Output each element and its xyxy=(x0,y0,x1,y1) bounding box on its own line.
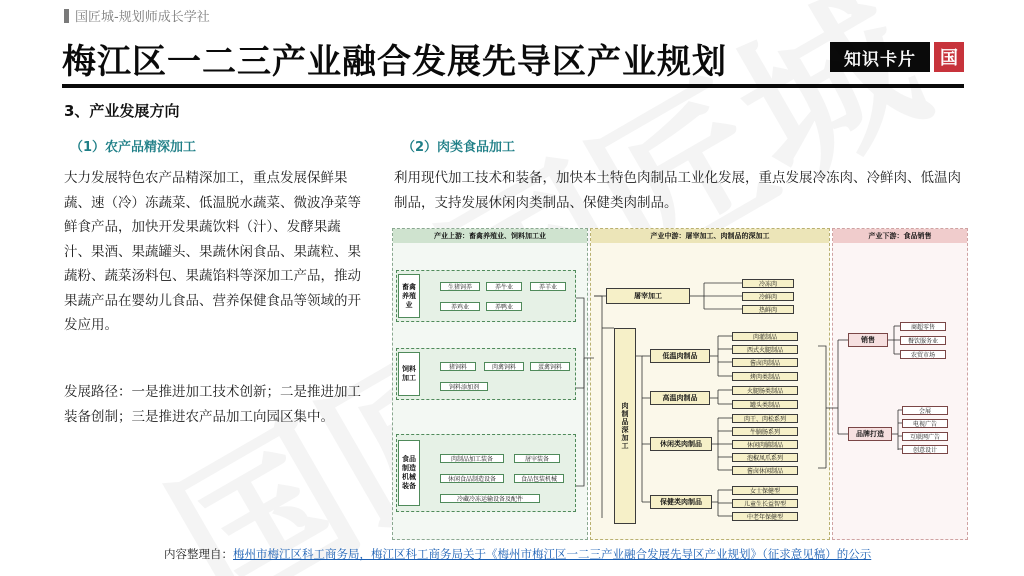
source-prefix: 内容整理自： xyxy=(164,547,233,561)
chain-item: 生猪饲养 xyxy=(440,282,480,291)
slaughter-label: 屠宰加工 xyxy=(606,288,690,304)
chain-item: 商超零售 xyxy=(900,322,946,331)
chain-item: 饲料添加剂 xyxy=(440,382,488,391)
feed-group xyxy=(396,348,576,400)
chain-item: 热鲜肉 xyxy=(742,305,794,314)
paragraph-meat: 利用现代加工技术和装备，加快本土特色肉制品工业化发展，重点发展冷冻肉、冷鲜肉、低温肉制品，支持发展休闲肉类制品、保健类肉制品。 xyxy=(394,170,961,211)
title-rule xyxy=(62,84,964,88)
chain-item: 冷鲜肉 xyxy=(742,292,794,301)
chain-item: 屠宰装备 xyxy=(514,454,560,463)
sales-label: 销售 xyxy=(848,333,888,347)
chain-item: 肉禽饲料 xyxy=(484,362,524,371)
chain-item: 火腿肠类制品 xyxy=(732,386,798,395)
machinery-label: 食品制造机械装备 xyxy=(398,440,420,506)
chain-item: 西式火腿制品 xyxy=(732,345,798,354)
chain-item: 猪饲料 xyxy=(440,362,476,371)
livestock-group xyxy=(396,270,576,322)
chain-item: 女士保健型 xyxy=(732,486,798,495)
chain-item: 泡椒凤爪系列 xyxy=(732,453,798,462)
chain-item: 农贸市场 xyxy=(900,350,946,359)
chain-item: 蛋禽饲料 xyxy=(530,362,570,371)
chain-item: 电视广告 xyxy=(902,419,948,428)
chain-item: 食品包装机械 xyxy=(514,474,564,483)
chain-item: 养羊业 xyxy=(530,282,566,291)
chain-item: 酱卤肉制品 xyxy=(732,358,798,367)
paragraph-agri: 大力发展特色农产品精深加工，重点发展保鲜果蔬、速（冷）冻蔬菜、低温脱水蔬菜、微波净菜等鲜食产品，加快开发果蔬饮料（汁）、发酵果蔬汁、果酒、果蔬罐头、果蔬休闲食品、果蔬粒、果蔬粉、蔬菜汤料包、果蔬馅料等深加工产品，推动果蔬产品在婴幼儿食品、营养保健食品等领域的开发应用。 xyxy=(64,170,361,333)
subsection-title-agri: （1）农产品精深加工 xyxy=(70,140,197,155)
source-footer xyxy=(164,546,871,562)
page-title: 梅江区一二三产业融合发展先导区产业规划 xyxy=(62,42,727,82)
deep-processing-label: 肉制品深加工 xyxy=(614,328,636,524)
chain-item: 冷藏冷冻运输设备及配件 xyxy=(440,494,540,503)
chain-item: 肉制品加工装备 xyxy=(440,454,504,463)
chain-item: 烤肉类制品 xyxy=(732,372,798,381)
chain-item: 养鸭业 xyxy=(486,302,522,311)
paragraph-path: 发展路径：一是推进加工技术创新；二是推进加工装备创制；三是推进农产品加工向园区集中。 xyxy=(64,384,361,425)
chain-item: 儿童生长益智型 xyxy=(732,499,798,508)
industry-chain-diagram xyxy=(392,228,968,540)
livestock-label: 畜禽养殖业 xyxy=(398,274,420,318)
chain-item: 冷冻肉 xyxy=(742,279,794,288)
high-temp-label: 高温肉制品 xyxy=(650,391,710,405)
brand-label xyxy=(64,6,210,25)
chain-item: 会展 xyxy=(902,406,948,415)
downstream-header: 产业下游：食品销售 xyxy=(833,229,967,243)
chain-item: 肉干、肉松系列 xyxy=(732,414,798,423)
chain-item: 创意设计 xyxy=(902,445,948,454)
leisure-label: 休闲类肉制品 xyxy=(650,437,712,451)
chain-item: 休闲食品制造设备 xyxy=(440,474,504,483)
health-label: 保健类肉制品 xyxy=(650,495,712,509)
chain-item: 罐头类制品 xyxy=(732,400,798,409)
chain-item: 中老年保健型 xyxy=(732,512,798,521)
upstream-header: 产业上游：畜禽养殖业、饲料加工业 xyxy=(393,229,587,243)
chain-item: 养牛业 xyxy=(486,282,522,291)
brand-text: 国匠城-规划师成长学社 xyxy=(75,10,210,25)
midstream-header: 产业中游：屠宰加工、肉制品的深加工 xyxy=(591,229,829,243)
chain-item: 餐饮服务业 xyxy=(900,336,946,345)
guo-logo-icon: 国 xyxy=(934,42,964,72)
low-temp-label: 低温肉制品 xyxy=(650,349,710,363)
chain-item: 酱卤休闲制品 xyxy=(732,466,798,475)
chain-item: 养鸡业 xyxy=(440,302,480,311)
section-title: 3、产业发展方向 xyxy=(64,102,180,120)
brand-bar-icon xyxy=(64,9,69,23)
source-link[interactable]: 梅州市梅江区科工商务局，梅江区科工商务局关于《梅州市梅江区一二三产业融合发展先导区产业规划》（征求意见稿）的公示 xyxy=(233,547,872,561)
chain-item: 牛腩肠系列 xyxy=(732,427,798,436)
chain-item: 互联网广告 xyxy=(902,432,948,441)
feed-label: 饲料加工 xyxy=(398,352,420,396)
brand-building-label: 品牌打造 xyxy=(848,427,892,441)
chain-item: 休闲肉脯制品 xyxy=(732,440,798,449)
chain-item: 肉灌制品 xyxy=(732,332,798,341)
knowledge-card-badge: 知识卡片 xyxy=(830,42,930,72)
subsection-title-meat: （2）肉类食品加工 xyxy=(402,140,516,155)
